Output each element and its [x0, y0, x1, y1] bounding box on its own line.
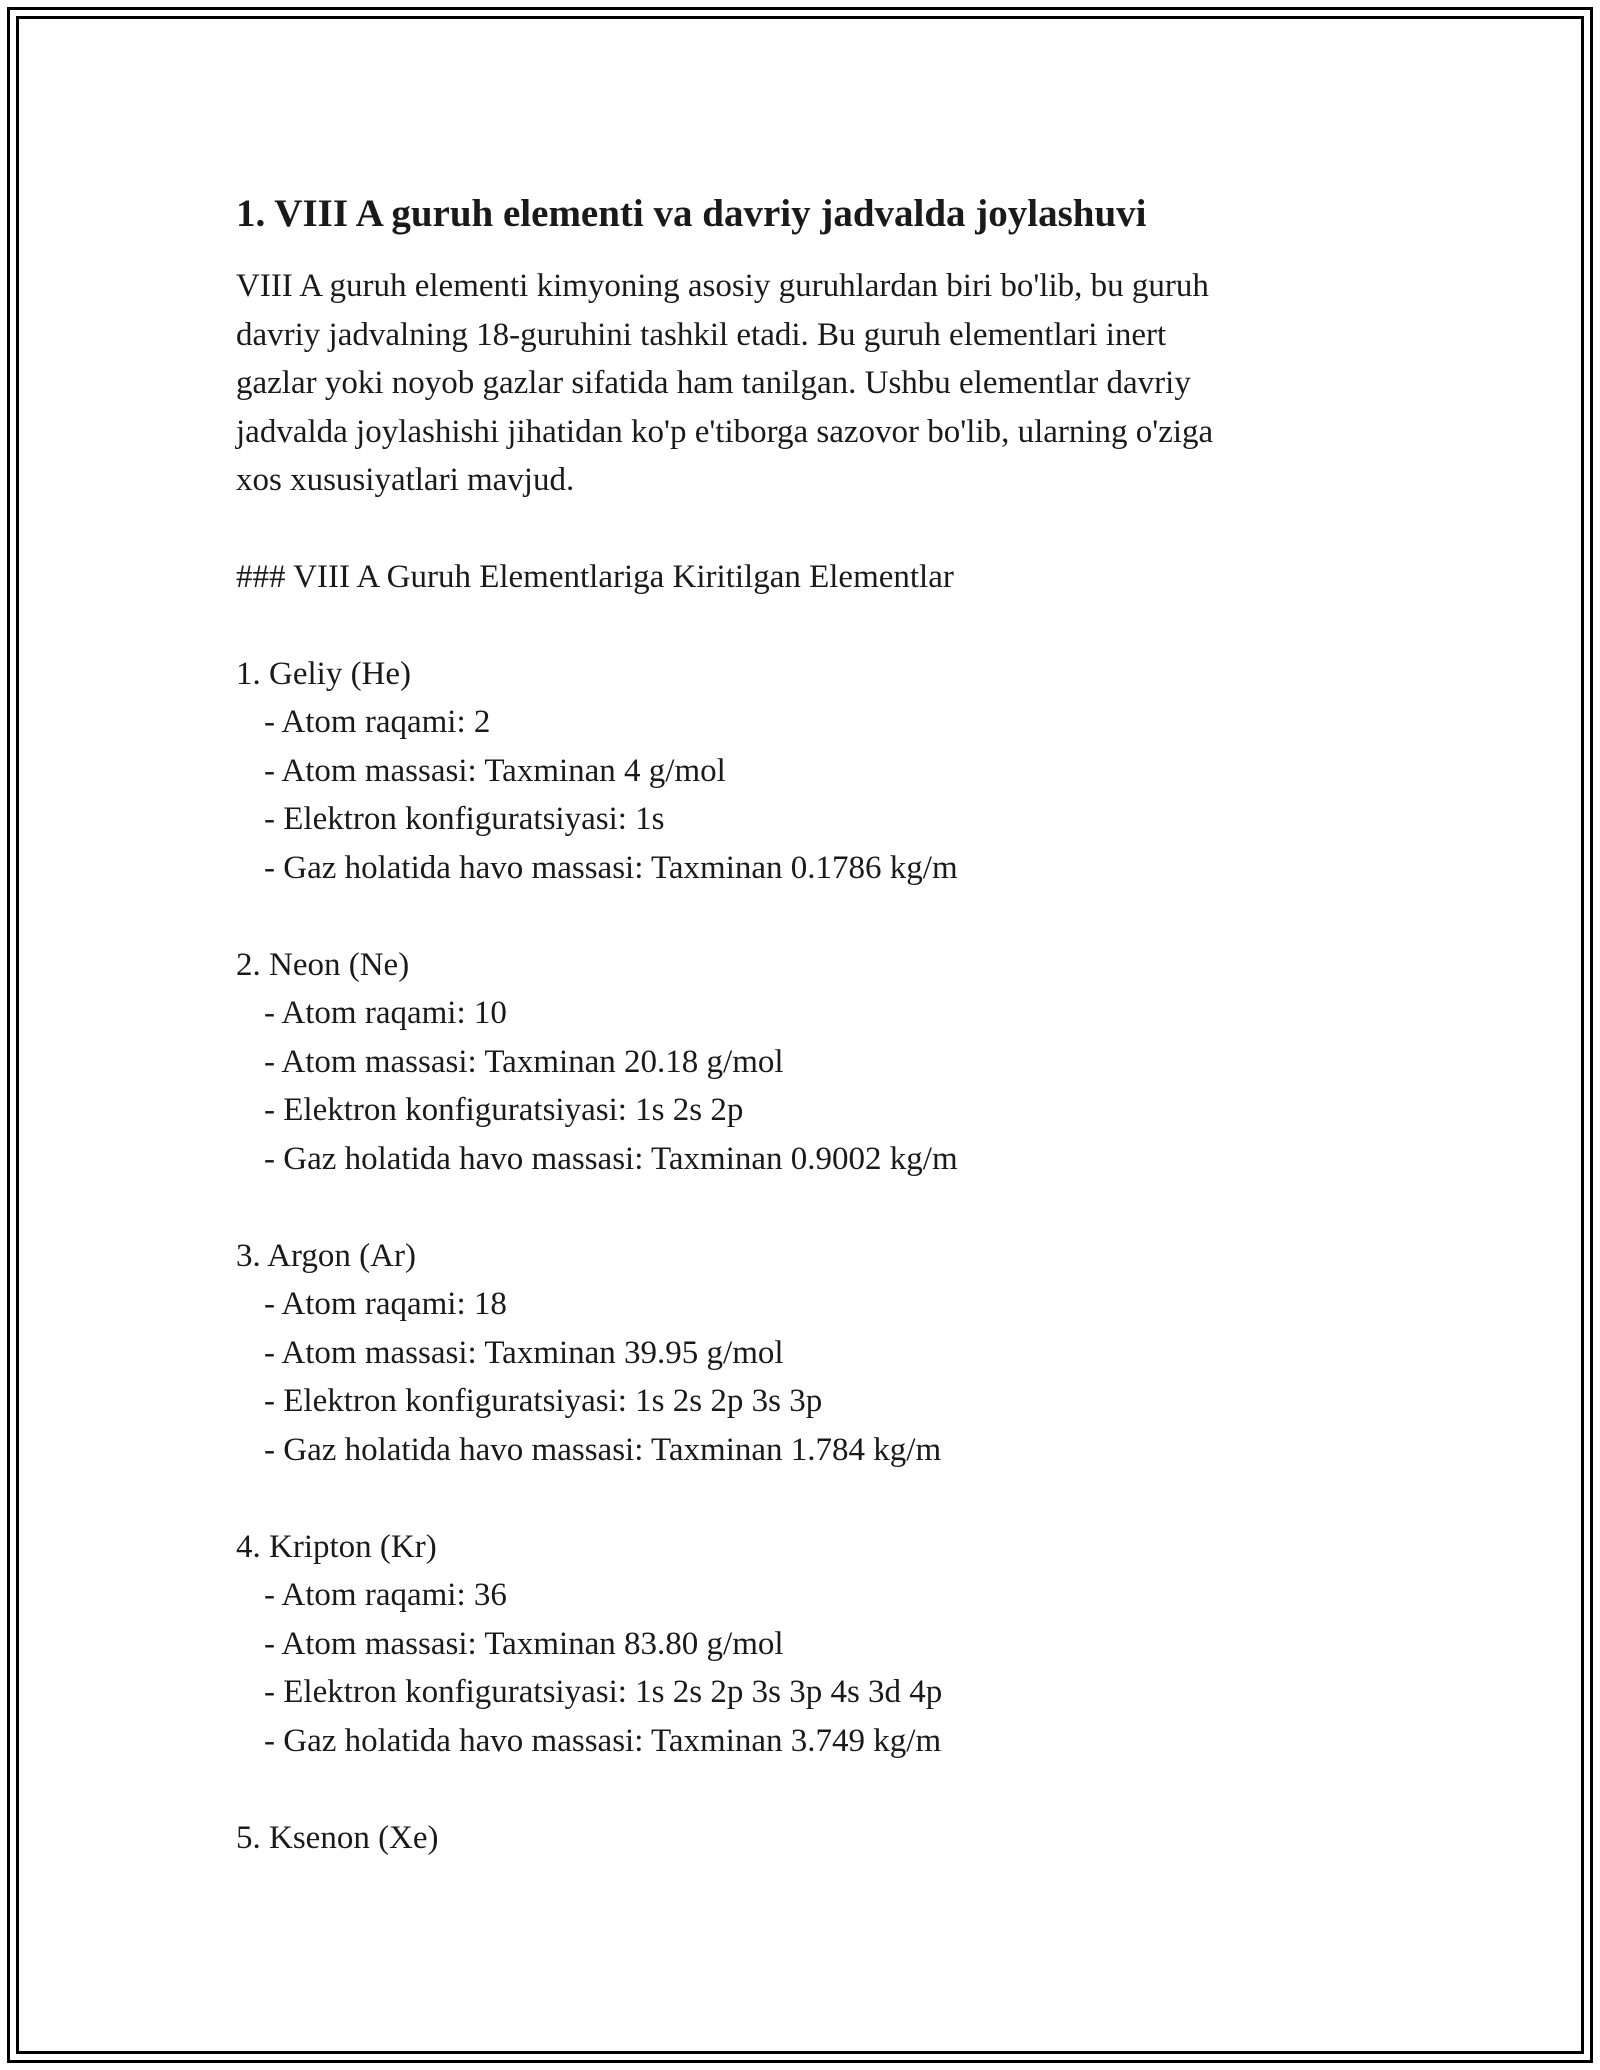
element-property: - Atom massasi: Taxminan 39.95 g/mol — [264, 1334, 784, 1371]
element-property: - Atom massasi: Taxminan 20.18 g/mol — [264, 1043, 784, 1080]
element-block-neon — [236, 941, 1366, 1184]
element-name: 5. Ksenon (Xe) — [236, 1819, 439, 1856]
intro-line: jadvalda joylashishi jihatidan ko'p e'tiborga sazovor bo'lib, ularning o'ziga — [236, 413, 1214, 450]
element-block-argon — [236, 1232, 1366, 1475]
document-page — [236, 186, 1366, 1862]
element-property: - Atom raqami: 36 — [264, 1577, 507, 1613]
element-name: 1. Geliy (He) — [236, 655, 412, 692]
intro-line: gazlar yoki noyob gazlar sifatida ham tanilgan. Ushbu elementlar davriy — [236, 365, 1191, 401]
intro-line: davriy jadvalning 18-guruhini tashkil etadi. Bu guruh elementlari inert — [236, 316, 1167, 353]
document-title: 1. VIII A guruh elementi va davriy jadvalda joylashuvi — [236, 192, 1147, 235]
element-property: - Atom massasi: Taxminan 83.80 g/mol — [264, 1625, 784, 1662]
element-property: - Atom raqami: 2 — [264, 704, 491, 740]
element-property: - Elektron konfiguratsiyasi: 1s — [264, 801, 665, 837]
element-property: - Elektron konfiguratsiyasi: 1s 2s 2p 3s 3p 4s 3d 4p — [264, 1674, 943, 1710]
intro-line: xos xususiyatlari mavjud. — [236, 462, 575, 498]
element-property: - Atom raqami: 18 — [264, 1286, 507, 1322]
element-property: - Atom massasi: Taxminan 4 g/mol — [264, 752, 726, 789]
element-name: 4. Kripton (Kr) — [236, 1528, 437, 1565]
intro-paragraph — [236, 262, 1366, 505]
element-block-krypton — [236, 1523, 1366, 1766]
element-name: 3. Argon (Ar) — [236, 1237, 416, 1274]
element-name: 2. Neon (Ne) — [236, 946, 410, 983]
intro-line: VIII A guruh elementi kimyoning asosiy guruhlardan biri bo'lib, bu guruh — [236, 268, 1209, 304]
element-property: - Elektron konfiguratsiyasi: 1s 2s 2p 3s 3p — [264, 1383, 823, 1419]
element-block-helium — [236, 650, 1366, 893]
element-property: - Gaz holatida havo massasi: Taxminan 3.749 kg/m — [264, 1722, 942, 1759]
element-block-xenon — [236, 1814, 1366, 1863]
element-property: - Gaz holatida havo massasi: Taxminan 0.1786 kg/m — [264, 849, 958, 886]
element-property: - Gaz holatida havo massasi: Taxminan 0.9002 kg/m — [264, 1140, 958, 1177]
element-property: - Elektron konfiguratsiyasi: 1s 2s 2p — [264, 1092, 744, 1128]
element-property: - Gaz holatida havo massasi: Taxminan 1.784 kg/m — [264, 1431, 942, 1468]
element-property: - Atom raqami: 10 — [264, 995, 507, 1031]
section-subheading: ### VIII A Guruh Elementlariga Kiritilgan Elementlar — [236, 558, 954, 595]
